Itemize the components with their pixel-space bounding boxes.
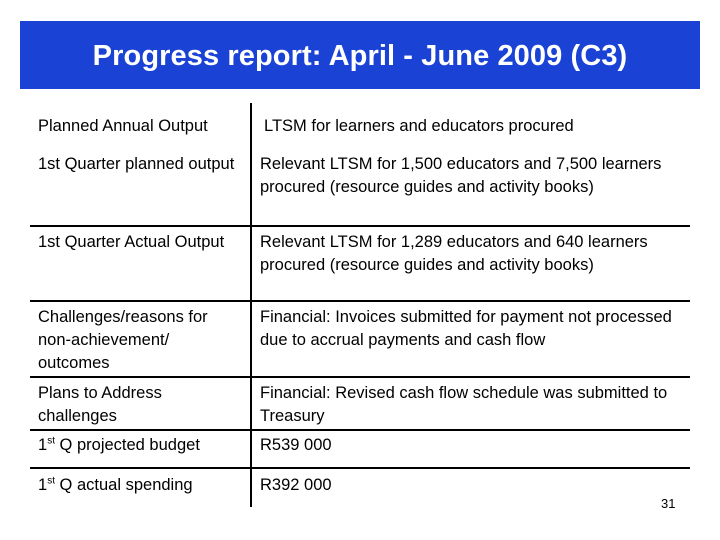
row-label-rest: Q projected budget	[54, 436, 200, 454]
row-value: Financial: Invoices submitted for payment not processed due to accrual payments and cash flow	[250, 302, 690, 376]
row-label	[30, 431, 250, 457]
row-label: 1st Quarter planned output	[38, 155, 235, 173]
progress-report-table	[30, 103, 690, 507]
row-value: Relevant LTSM for 1,289 educators and 640 learners procured (resource guides and activity books)	[250, 227, 690, 300]
row-label-ordinal: st	[47, 475, 55, 487]
row-value: LTSM for learners and educators procured	[250, 103, 690, 151]
row-label-rest: Q actual spending	[54, 476, 193, 494]
table-row-actual-spending	[30, 469, 690, 507]
table-row-plans	[30, 378, 690, 431]
row-value: R392 000	[250, 469, 690, 507]
page-number: 31	[661, 496, 676, 511]
row-value: R539 000	[250, 431, 690, 467]
row-value: Relevant LTSM for 1,500 educators and 7,500 learners procured (resource guides and activity books)	[250, 151, 690, 225]
table-row-planned-annual-output	[30, 103, 690, 151]
row-label-prefix: 1	[38, 436, 48, 454]
row-value: Financial: Revised cash flow schedule was submitted to Treasury	[250, 378, 690, 429]
table-row-q1-planned-output	[30, 151, 690, 227]
table-row-challenges	[30, 302, 690, 378]
row-label: Planned Annual Output	[38, 117, 208, 135]
table-row-q1-actual-output	[30, 227, 690, 302]
row-label: Challenges/reasons for non-achievement/ outcomes	[38, 308, 208, 372]
title-bar	[20, 21, 700, 89]
row-label	[30, 469, 250, 497]
row-label-ordinal: st	[47, 435, 55, 447]
table-row-projected-budget	[30, 431, 690, 469]
row-label: 1st Quarter Actual Output	[38, 233, 225, 251]
slide-title: Progress report: April - June 2009 (C3)	[92, 39, 628, 72]
row-label: Plans to Address challenges	[38, 384, 162, 425]
row-label-prefix: 1	[38, 476, 48, 494]
